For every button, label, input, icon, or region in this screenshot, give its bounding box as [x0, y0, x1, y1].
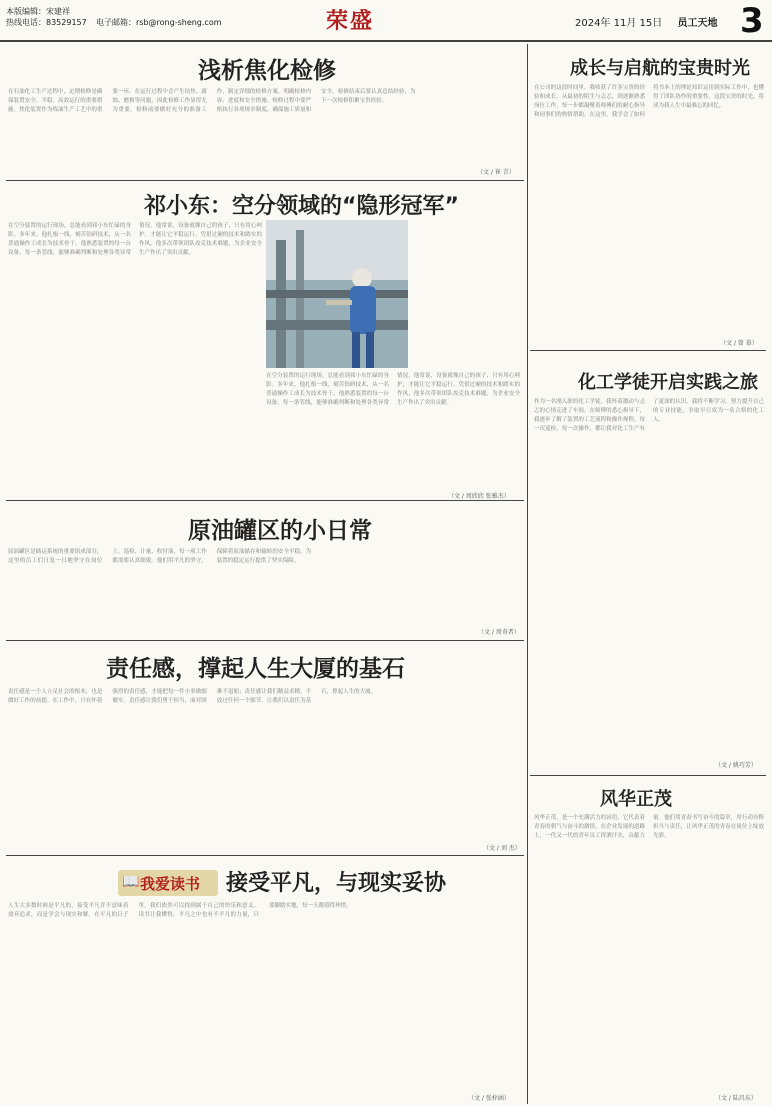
- article-title: 原油罐区的小日常: [188, 518, 372, 544]
- article-body: 人生大多数时候是平凡的，接受平凡并不意味着放弃追求，而是学会与现实和解。在平凡的日子里，我们依然可以找到属于自己的快乐和意义。读书让我懂得，平凡之中也有不平凡的力量，只要脚踏实地，每一天都值得珍惜。: [8, 903, 352, 918]
- section-divider: [6, 855, 524, 856]
- article-author: （文 / 周欣欣 张雅杰）: [448, 493, 510, 500]
- page-number: 3: [740, 1, 764, 41]
- section-divider: [6, 500, 524, 501]
- article-author: （文 / 崔 青）: [477, 169, 515, 176]
- article-body: 责任感是一个人立足社会的根本，也是做好工作的前提。在工作中，只有怀着强烈的责任感，才能把每一件小事做细做实。责任感让我们勇于担当，面对困难不退缩；责任感让我们精益求精，不放过任何一个细节。让我们以责任为基石，撑起人生的大厦。: [8, 689, 377, 704]
- book-column-label: 我爱读书: [140, 875, 201, 893]
- article-body: 作为一名刚入职的化工学徒，我怀着激动与忐忑的心情走进了车间。在师傅的悉心指导下，我逐步了解了装置的工艺流程和操作规程。每一次巡检、每一次操作，都让我对化工生产有了更深的认识。我将不断学习，努力提升自己的专业技能，争取早日成为一名合格的化工人。: [534, 399, 764, 432]
- article-author: （文 / 曾 慕）: [720, 340, 758, 347]
- section-divider: [530, 775, 766, 776]
- book-icon: 📖: [122, 874, 140, 890]
- article-title: 浅析焦化检修: [198, 58, 336, 84]
- article-title: 成长与启航的宝贵时光: [570, 58, 750, 79]
- page-header: [0, 0, 772, 42]
- article-body: 在空分装置的运行现场，总能看到祁小东忙碌的身影。多年来，他扎根一线，刻苦钻研技术，从一名普通操作工成长为技术骨干。他熟悉装置的每一台设备、每一条管线，能够准确判断和处理各类异常情况。他常说，设备就像自己的孩子，只有用心呵护，才能让它平稳运行。凭借过硬的技术和踏实的作风，他多次带领团队攻克技术难题，为企业安全生产作出了突出贡献。: [8, 223, 262, 256]
- section-divider: [530, 350, 766, 351]
- article-author: （文 / 姚巧芳）: [715, 762, 757, 769]
- article-body-continued: 在空分装置的运行现场，总能看到祁小东忙碌的身影。多年来，他扎根一线，刻苦钻研技术，从一名普通操作工成长为技术骨干。他熟悉装置的每一台设备、每一条管线，能够准确判断和处理各类异常情况。他常说，设备就像自己的孩子，只有用心呵护，才能让它平稳运行。凭借过硬的技术和踏实的作风，他多次带领团队攻克技术难题，为企业安全生产作出了突出贡献。: [266, 373, 520, 406]
- article-body: 在公司的这段时间里，我收获了许多宝贵的经验和成长。从最初的陌生与忐忑，到逐渐熟悉岗位工作，每一步都凝聚着师傅们的耐心指导和同事们的热情帮助。在这里，我学会了如何将书本上的理论知识运用到实际工作中，也懂得了团队协作的重要性。这段宝贵的时光，将成为我人生中最难忘的回忆。: [534, 85, 764, 118]
- section-divider: [6, 180, 524, 181]
- column-divider: [527, 44, 528, 1104]
- article-title: 接受平凡，与现实妥协: [226, 871, 447, 896]
- article-title: 风华正茂: [600, 789, 672, 810]
- article-author: （文 / 刘 杰）: [483, 845, 521, 852]
- header-date-section: [575, 14, 717, 29]
- hotline-label: 热线电话：83529157: [6, 18, 87, 27]
- worker-photo: [266, 220, 408, 368]
- article-author: （文 / 张梓涵）: [468, 1095, 510, 1102]
- header-info: [6, 6, 87, 28]
- section-divider: [6, 640, 524, 641]
- article-body: 在石油化工生产过程中，定期检修是确保装置安全、平稳、高效运行的重要措施。焦化装置作为炼油生产工艺中的重要一环，在运行过程中会产生结焦、腐蚀、磨损等问题，因此检修工作显得尤为重要。检修前要做好充分的准备工作，制定详细的检修方案，明确检修内容、进度和安全措施。检修过程中要严格执行各项规章制度，确保施工质量和安全。检修结束后要认真总结经验，为下一次检修积累宝贵经验。: [8, 89, 416, 113]
- editor-label: 本版编辑：宋建祥: [6, 7, 70, 16]
- article-author: （文 / 周奇者）: [478, 629, 520, 636]
- email-label: 电子邮箱：rsb@rong-sheng.com: [96, 18, 222, 27]
- article-title: 责任感，撑起人生大厦的基石: [106, 656, 405, 682]
- article-author: （文 / 陆昌东）: [715, 1095, 757, 1102]
- newspaper-logo: 荣盛: [326, 8, 375, 34]
- article-body: 原油罐区是储运系统的重要组成部分，这里的员工们日复一日地坚守在岗位上。巡检、计量、收付油，每一项工作都需要认真细致。他们用平凡的坚守，保障着原油储存和输转的安全平稳，为装置的稳定运行提供了坚实保障。: [8, 549, 312, 564]
- article-title: 化工学徒开启实践之旅: [578, 372, 758, 393]
- issue-date: 2024年 11月 15日: [575, 18, 663, 29]
- article-body: 风华正茂，是一个充满活力的词语，它代表着青春的朝气与奋斗的激情。在企业发展的道路上，一代又一代的青年员工挥洒汗水，贡献力量。他们用青春书写奋斗的篇章，用行动诠释担当与责任，让风华正茂的青春在岗位上绽放光彩。: [534, 815, 764, 839]
- article-title: 祁小东：空分领域的“隐形冠军”: [144, 194, 459, 219]
- section-name: 员工天地: [677, 18, 718, 29]
